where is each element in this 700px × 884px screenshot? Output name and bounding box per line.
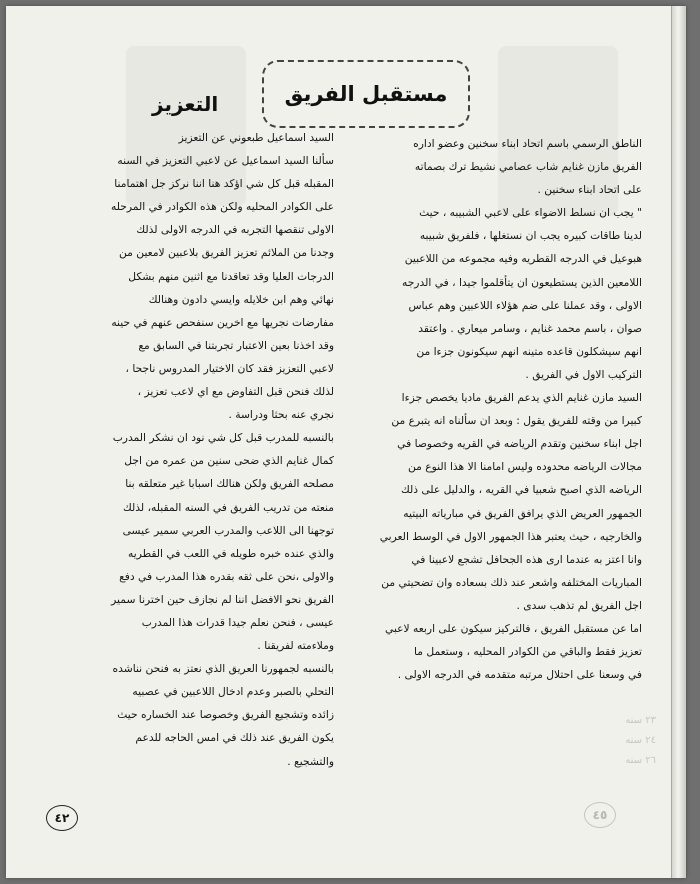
text-line: التركيب الاول في الفريق . — [525, 367, 642, 381]
text-line: الاولى ، وقد عملنا على ضم هؤلاء اللاعبين وهم عباس — [408, 298, 642, 312]
text-line: مفارضات نجريها مع اخرين سنفحص عنهم في حينه — [111, 315, 334, 329]
text-line: في وسعنا على احتلال مرتبه متقدمه في الدرجه الاولى . — [397, 668, 642, 682]
text-line: عيسى ، فنحن نعلم جيدا قدرات هذا المدرب — [141, 615, 334, 629]
text-line: والخارجيه ، حيث يعتبر هذا الجمهور الاول في الوسط العربي — [380, 529, 642, 543]
text-line: المباريات المختلفه واشعر عند ذلك بسعاده وان تضحيتي من — [381, 575, 642, 589]
section-heading: التعزيز — [152, 92, 219, 116]
text-line: اجل ابناء سخنين وتقدم الرياضه في القريه وخصوصا في — [397, 437, 642, 451]
text-line: منعته من تدريب الفريق في السنه المقبله، لذلك — [123, 500, 334, 514]
text-line: والتشجيع . — [287, 754, 334, 768]
ghost-line: ٢٣ سنه — [625, 715, 656, 726]
text-line: الجمهور العريض الذي يرافق الفريق في مبارياته البيتيه — [403, 506, 642, 520]
text-line: وملاءمته لفريقنا . — [257, 639, 334, 653]
text-line: لدينا طاقات كبيره يجب ان نستغلها ، فلفريق شبيبه — [419, 229, 642, 243]
text-line: الفريق مازن غنايم شاب عصامي نشيط ترك بصماته — [414, 160, 642, 174]
text-line: وجدنا من الملائم تعزيز الفريق بلاعبين لامعين من — [119, 246, 334, 260]
text-line: وقد اخذنا بعين الاعتبار تجربتنا في السابق مع — [138, 338, 334, 352]
text-line: التحلي بالصبر وعدم ادخال اللاعبين في عصبيه — [132, 685, 334, 699]
right-text-column — [380, 132, 642, 686]
text-line: تعزيز فقط والباقي من الكوادر المحليه ، وستعمل ما — [413, 645, 642, 659]
text-line: اللامعين الذين يستطيعون ان يتأقلموا جيدا ، في الدرجه — [401, 275, 642, 289]
text-line: اجل الفريق لم تذهب سدى . — [516, 598, 642, 612]
ghost-line: ٢٤ سنه — [625, 735, 656, 746]
text-line: سألنا السيد اسماعيل عن لاعبي التعزيز في السنه — [117, 154, 334, 168]
text-line: هبوعيل في الدرجه القطريه وفيه مجموعه من اللاعبين — [404, 252, 642, 266]
text-line: " يجب ان نسلط الاضواء على لاعبي الشبيبه ، حيث — [419, 206, 642, 220]
text-line: اما عن مستقبل الفريق ، فالتركيز سيكون على اربعه لاعبي — [385, 621, 642, 635]
text-line: والاولى ،نحن على ثقه بقدره هذا المدرب في دفع — [119, 569, 334, 583]
text-line: انهم سيشكلون قاعده متينه انهم سيكونون جزءا من — [416, 344, 642, 358]
text-line: بالنسبه للمدرب قبل كل شي نود ان نشكر المدرب — [112, 431, 334, 445]
text-line: والذي عنده خبره طويله في اللعب في القطريه — [127, 546, 334, 560]
text-line: السيد اسماعيل طبعوني عن التعزيز — [178, 131, 334, 144]
magazine-page — [6, 6, 686, 878]
text-line: السيد مازن غنايم الذي يدعم الفريق ماديا يخصص جزءا — [401, 391, 642, 405]
left-text-column — [42, 126, 334, 773]
text-line: نجري عنه بحثا ودراسة . — [228, 408, 334, 422]
text-line: الفريق نحو الافضل اننا لم نجازف حين اخترنا سمير — [111, 592, 334, 606]
show-through-table — [486, 711, 656, 771]
text-line: الرياضه الذي اصبح شعبيا في القريه ، والدليل على ذلك — [400, 483, 642, 497]
ghost-line: ٢٦ سنه — [625, 755, 656, 766]
text-line: بالنسبه لجمهورنا العريق الذي نعتز به فنحن نناشده — [112, 662, 334, 676]
text-line: نهائي وهم ابن خلايله وايسي دادون وهنالك — [148, 292, 334, 306]
text-line: لاعبي التعزيز فقد كان الاختيار المدروس ناجحا ، — [125, 361, 334, 375]
text-line: كمال غنايم الذي ضحى سنين من عمره من اجل — [124, 454, 334, 468]
page-number-right: ٤٥ — [584, 802, 616, 828]
text-line: الاولى تنقصها التجربه في الدرجه الاولى لذلك — [136, 223, 334, 237]
text-line: زائده وتشجيع الفريق وخصوصا عند الخساره حيث — [117, 708, 334, 722]
text-line: الدرجات العليا وقد تعاقدنا مع اثنين منهم بشكل — [128, 269, 334, 283]
text-line: يكون الفريق عند ذلك في امس الحاجه للدعم — [135, 731, 334, 745]
article-title-box — [262, 60, 470, 128]
text-line: صوان ، باسم محمد غنايم ، وسامر ميعاري . واعتقد — [418, 321, 642, 335]
text-line: الناطق الرسمي باسم اتحاد ابناء سخنين وعضو اداره — [413, 137, 642, 150]
text-line: مصلحه الفريق ولكن هنالك اسبابا غير متعلقه بنا — [125, 477, 334, 491]
text-line: لذلك فنحن قبل التفاوض مع اي لاعب تعزيز ، — [137, 385, 334, 399]
text-line: وانا اعتز به عندما ارى هذه الجحافل تشجع لاعبينا في — [411, 552, 642, 566]
page-number-left: ٤٢ — [46, 805, 78, 831]
article-title: مستقبل الفريق — [284, 82, 448, 106]
text-line: على اتحاد ابناء سخنين . — [537, 183, 642, 197]
text-line: المقبله قبل كل شي اؤكد هنا اننا نركز جل اهتمامنا — [114, 177, 334, 191]
text-line: مجالات الرياضه محدوده وليس امامنا الا هذا النوع من — [407, 460, 642, 474]
text-line: توجهنا الى اللاعب والمدرب العربي سمير عيسى — [122, 523, 334, 537]
text-line: على الكوادر المحليه ولكن هذه الكوادر في المرحله — [111, 200, 334, 214]
page-edge-binding — [671, 6, 686, 878]
text-line: كبيرا من وقته للفريق يقول : وبعد ان سألناه انه يتبرع من — [391, 414, 642, 428]
